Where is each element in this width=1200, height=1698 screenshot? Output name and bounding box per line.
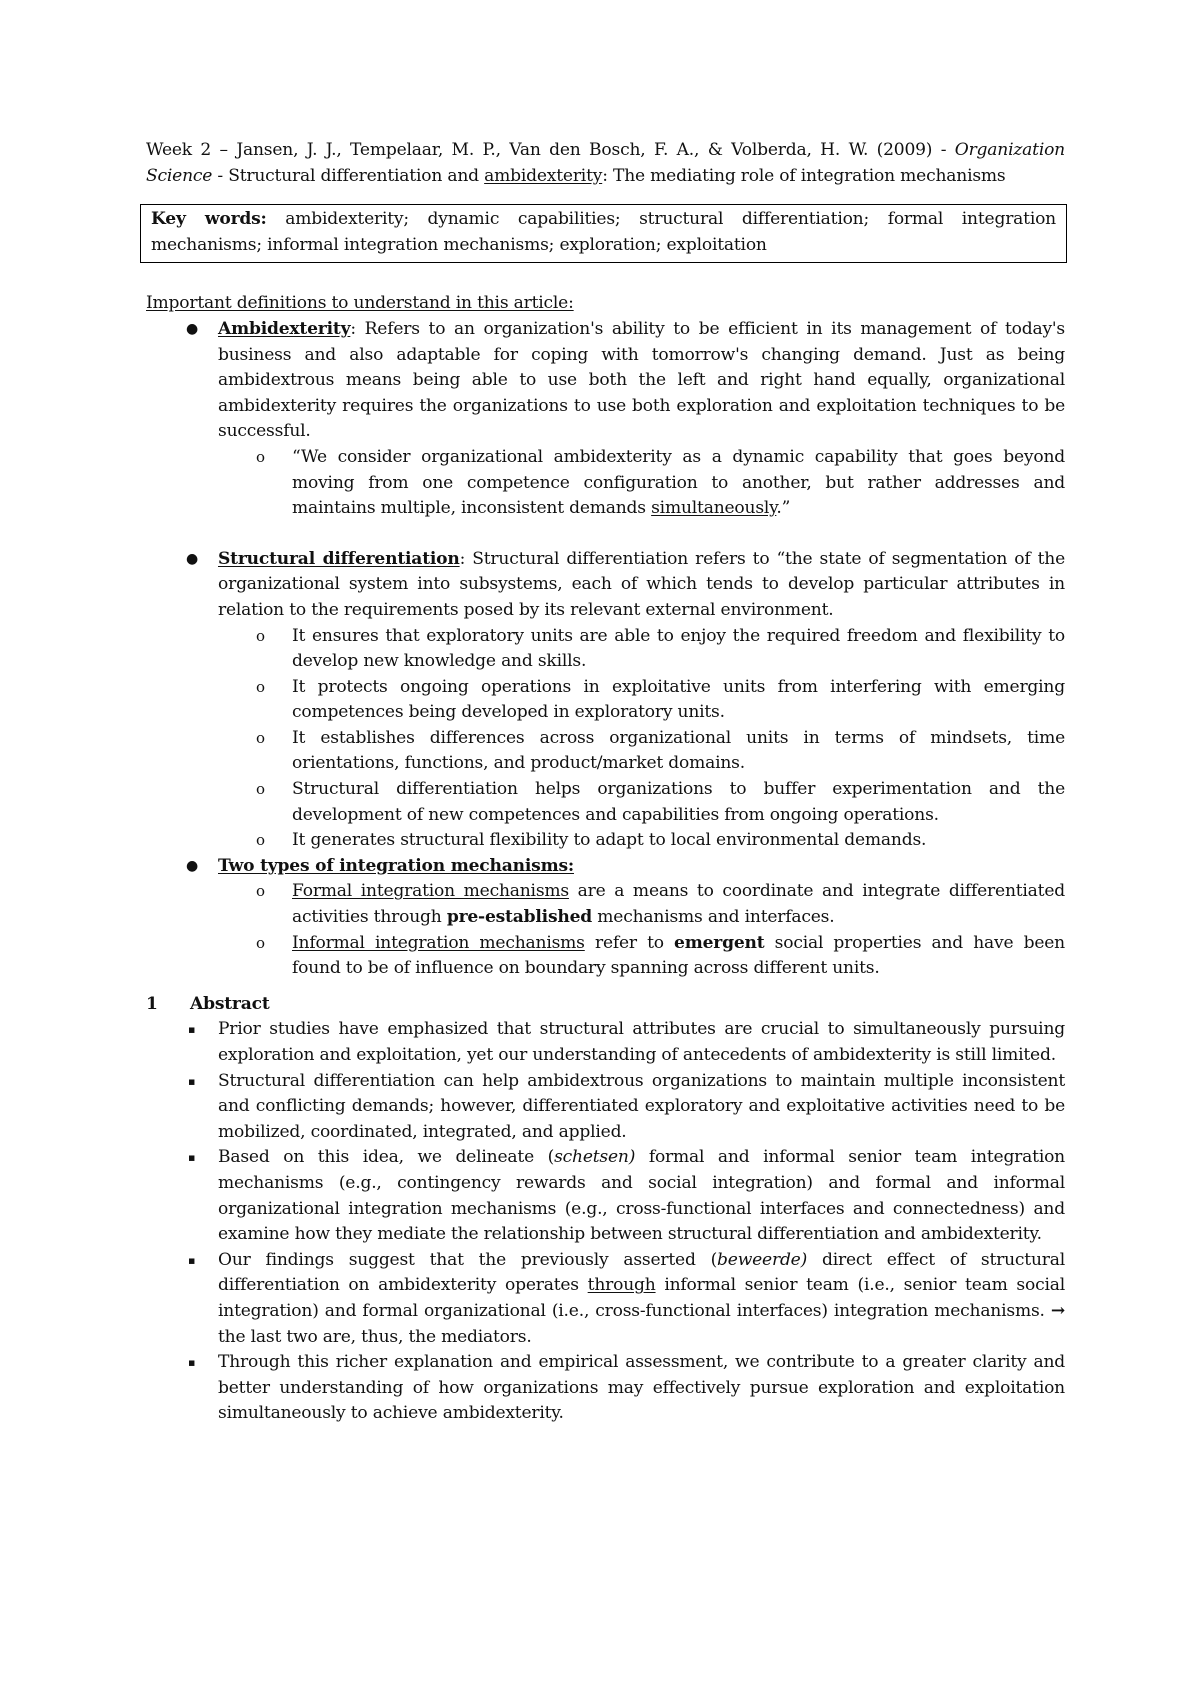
quote-text: .” [776, 498, 791, 519]
document-page [146, 138, 1065, 1427]
abstract-italic: beweerde) [717, 1249, 808, 1270]
section-title: Abstract [190, 993, 270, 1014]
subitem-text: social properties and have been found to be of influence on boundary spanning across different units. [292, 932, 1065, 979]
subitem-text: mechanisms and interfaces. [592, 907, 835, 928]
title-underlined-word: ambidexterity [484, 165, 603, 186]
abstract-underlined: through [587, 1275, 656, 1296]
bullet-dot: ● [186, 550, 199, 567]
definition-subitem [146, 726, 1065, 777]
subitem-term: Formal integration mechanisms [292, 881, 569, 902]
abstract-text: Our findings suggest that the previously asserted ( [218, 1249, 718, 1270]
definition-subitem [146, 445, 1065, 522]
definitions-heading: Important definitions to understand in this article: [146, 293, 574, 314]
bullet-square: ▪ [188, 1151, 196, 1165]
keywords-text: ambidexterity; dynamic capabilities; structural differentiation; formal integration mechanisms; informal integration mechanisms; exploration; exploitation [151, 209, 1056, 255]
abstract-list [146, 1017, 1065, 1427]
spacer [146, 522, 1065, 547]
bullet-square: ▪ [188, 1253, 196, 1267]
abstract-text: Through this richer explanation and empirical assessment, we contribute to a greater clarity and better understanding of how organizations may effectively pursue exploration and exploitation simultaneously to achieve ambidexterity. [218, 1352, 1065, 1424]
bullet-circle: o [256, 933, 265, 952]
definition-integration-mechanisms [146, 854, 1065, 880]
section-heading-abstract [146, 992, 1065, 1018]
quote-text: “We consider organizational ambidexterity as a dynamic capability that goes beyond moving from one competence configuration to another, but rather addresses and maintains multiple, inconsistent demands [292, 446, 1065, 519]
subitem-bold: emergent [674, 932, 765, 953]
subitem-text: It protects ongoing operations in exploitative units from interfering with emerging competences being developed in exploratory units. [292, 676, 1065, 723]
definitions-list [146, 317, 1065, 982]
abstract-text: direct effect of structural differentiation on ambidexterity operates [218, 1249, 1065, 1296]
definition-structural-differentiation [146, 547, 1065, 624]
subitem-text: refer to [584, 932, 675, 953]
bullet-square: ▪ [188, 1023, 196, 1037]
section-number: 1 [146, 993, 158, 1014]
abstract-text: formal and informal senior team integration mechanisms (e.g., contingency rewards and social integration) and formal and informal organizational integration mechanisms (e.g., cross-functional interfaces and connectedness) and examine how they mediate the relationship between structural differentiation and ambidexterity. [218, 1147, 1065, 1245]
abstract-italic: schetsen) [554, 1147, 636, 1168]
abstract-item [146, 1069, 1065, 1146]
definition-text: : Structural differentiation refers to “the state of segmentation of the organizational system into subsystems, each of which tends to develop particular attributes in relation to the requirements posed by its relevant external environment. [218, 548, 1065, 620]
abstract-text: the last two are, thus, the mediators. [218, 1326, 532, 1347]
subitem-text: are a means to coordinate and integrate differentiated activities through [292, 881, 1066, 928]
abstract-item [146, 1248, 1065, 1350]
definition-subitem [146, 828, 1065, 854]
definition-subitem [146, 624, 1065, 675]
definition-term: Ambidexterity [218, 318, 351, 339]
abstract-text: Prior studies have emphasized that structural attributes are crucial to simultaneously pursuing exploration and exploitation, yet our understanding of antecedents of ambidexterity is still limited. [218, 1019, 1065, 1065]
definition-term: Structural differentiation [218, 548, 460, 569]
subitem-text: It generates structural flexibility to adapt to local environmental demands. [292, 830, 927, 851]
abstract-text: Structural differentiation can help ambidextrous organizations to maintain multiple inconsistent and conflicting demands; however, differentiated exploratory and exploitative activities need to be mobilized, coordinated, integrated, and applied. [218, 1070, 1065, 1142]
journal-name: Organization Science [146, 140, 1065, 186]
quote-underlined: simultaneously [651, 498, 777, 519]
keywords-box [140, 204, 1067, 263]
arrow-icon: → [1050, 1300, 1065, 1321]
bullet-square: ▪ [188, 1074, 196, 1088]
definition-subitem [146, 879, 1065, 930]
bullet-circle: o [256, 626, 265, 645]
abstract-item [146, 1017, 1065, 1068]
subitem-term: Informal integration mechanisms [292, 932, 585, 953]
subitem-text: Structural differentiation helps organizations to buffer experimentation and the development of new competences and capabilities from ongoing operations. [292, 779, 1065, 825]
keywords-label: Key words: [151, 209, 267, 230]
bullet-dot: ● [186, 857, 199, 874]
abstract-text: Based on this idea, we delineate ( [218, 1147, 555, 1168]
subitem-text: It establishes differences across organizational units in terms of mindsets, time orientations, functions, and product/market domains. [292, 727, 1065, 774]
abstract-text: informal senior team (i.e., senior team social integration) and formal organizational (i.e., cross-functional interfaces) integration mechanisms. [218, 1275, 1065, 1321]
abstract-item [146, 1350, 1065, 1427]
definition-ambidexterity [146, 317, 1065, 445]
bullet-dot: ● [186, 320, 199, 337]
definition-subitem [146, 931, 1065, 982]
article-title [146, 138, 1065, 189]
bullet-circle: o [256, 882, 265, 901]
bullet-circle: o [256, 728, 265, 747]
subitem-bold: pre-established [446, 907, 593, 928]
bullet-circle: o [256, 780, 265, 799]
title-authors: Week 2 – Jansen, J. J., Tempelaar, M. P., Van den Bosch, F. A., & Volberda, H. W. (2009) - [146, 140, 955, 160]
definition-subitem [146, 675, 1065, 726]
bullet-square: ▪ [188, 1356, 196, 1370]
bullet-circle: o [256, 677, 265, 696]
title-part: - Structural differentiation and [212, 165, 485, 186]
bullet-circle: o [256, 447, 265, 466]
definition-text: : Refers to an organization's ability to be efficient in its management of today's business and also adaptable for coping with tomorrow's changing demand. Just as being ambidextrous means being able to use both the left and right hand equally, organizational ambidexterity requires the organizations to use both exploration and exploitation techniques to be successful. [218, 318, 1065, 442]
definition-term: Two types of integration mechanisms: [218, 855, 574, 876]
subitem-text: It ensures that exploratory units are able to enjoy the required freedom and flexibility to develop new knowledge and skills. [292, 625, 1065, 672]
title-part: : The mediating role of integration mechanisms [602, 165, 1006, 186]
abstract-item [146, 1145, 1065, 1247]
bullet-circle: o [256, 831, 265, 850]
definition-subitem [146, 777, 1065, 828]
